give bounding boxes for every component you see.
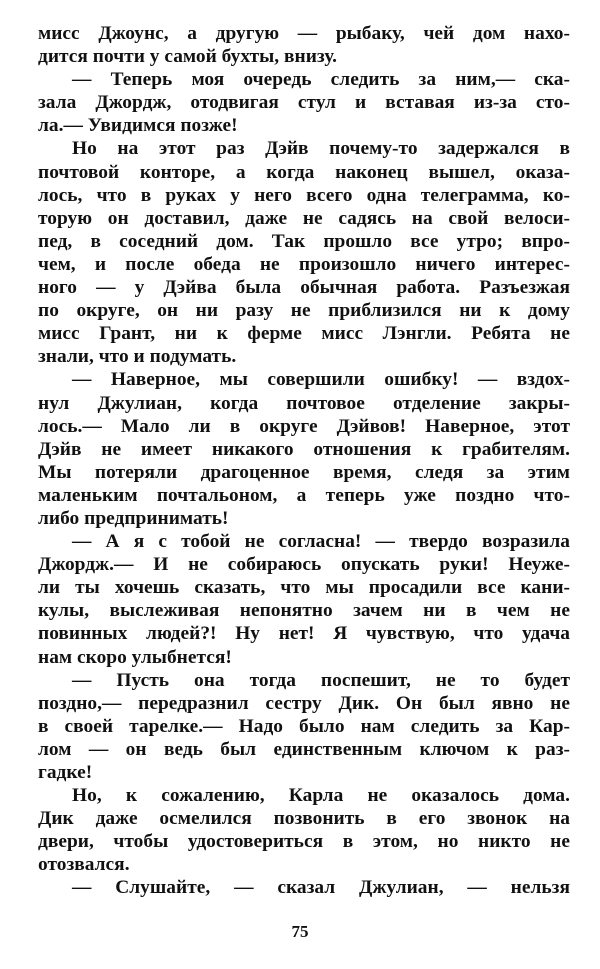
text-line: двери, чтобы удостовериться в этом, но никто не <box>38 831 570 853</box>
text-line: — Слушайте, — сказал Джулиан, — нельзя <box>72 877 570 899</box>
text-line: лось.— Мало ли в округе Дэйвов! Наверное, этот <box>38 415 570 437</box>
text-line: повинных людей?! Ну нет! Я чувствую, что удача <box>38 623 570 645</box>
text-line: ла.— Увидимся позже! <box>38 115 238 137</box>
text-line: поздно,— передразнил сестру Дик. Он был явно не <box>38 692 570 714</box>
text-line: Дик даже осмелился позвонить в его звонок на <box>38 808 570 830</box>
page-body <box>38 22 570 900</box>
text-line: Но, к сожалению, Карла не оказалось дома. <box>72 785 570 807</box>
text-line: мисс Грант, ни к ферме мисс Лэнгли. Ребята не <box>38 323 570 345</box>
text-line: чем, и после обеда не произошло ничего интерес- <box>38 253 570 275</box>
text-line: — Наверное, мы совершили ошибку! — вздох- <box>72 369 570 391</box>
text-line: Но на этот раз Дэйв почему-то задержался в <box>72 138 570 160</box>
text-line: Дэйв не имеет никакого отношения к грабителям. <box>38 438 570 460</box>
text-line: нам скоро улыбнется! <box>38 646 232 668</box>
text-line: Мы потеряли драгоценное время, следя за этим <box>38 461 570 483</box>
text-line: в своей тарелке.— Надо было нам следить за Кар- <box>38 715 570 737</box>
page-number: 75 <box>291 922 309 941</box>
text-line: кулы, выслеживая непонятно зачем ни в чем не <box>38 600 570 622</box>
text-line: — Теперь моя очередь следить за ним,— ска- <box>72 69 570 91</box>
text-line: лом — он ведь был единственным ключом к раз- <box>38 738 570 760</box>
text-line: пед, в соседний дом. Так прошло все утро; впро- <box>38 230 570 252</box>
text-line: — Пусть она тогда поспешит, не то будет <box>72 669 570 691</box>
text-line: по округе, он ни разу не приблизился ни к дому <box>38 300 570 322</box>
text-line: торую он доставил, даже не садясь на свой велоси- <box>38 207 570 229</box>
text-line: гадке! <box>38 762 93 783</box>
text-line: либо предпринимать! <box>38 507 229 529</box>
text-line: знали, что и подумать. <box>38 346 237 368</box>
text-line: дится почти у самой бухты, внизу. <box>38 46 337 68</box>
text-line: — А я с тобой не согласна! — твердо возразила <box>72 531 570 553</box>
text-line: ли ты хочешь сказать, что мы просадили все кани- <box>38 577 570 599</box>
text-line: ного — у Дэйва была обычная работа. Разъезжая <box>38 277 570 299</box>
text-line: лось, что в руках у него всего одна телеграмма, ко- <box>38 184 570 206</box>
text-line: отозвался. <box>38 854 130 876</box>
text-line: зала Джордж, отодвигая стул и вставая из-за сто- <box>38 92 570 114</box>
text-line: Джордж.— И не собираюсь опускать руки! Неуже- <box>38 554 570 576</box>
text-line: почтовой конторе, а когда наконец вышел, оказа- <box>38 161 570 183</box>
text-line: мисс Джоунс, а другую — рыбаку, чей дом нахо- <box>38 23 570 44</box>
text-line: маленьким почтальоном, а теперь уже поздно что- <box>38 484 570 506</box>
text-line: нул Джулиан, когда почтовое отделение закры- <box>38 392 570 414</box>
